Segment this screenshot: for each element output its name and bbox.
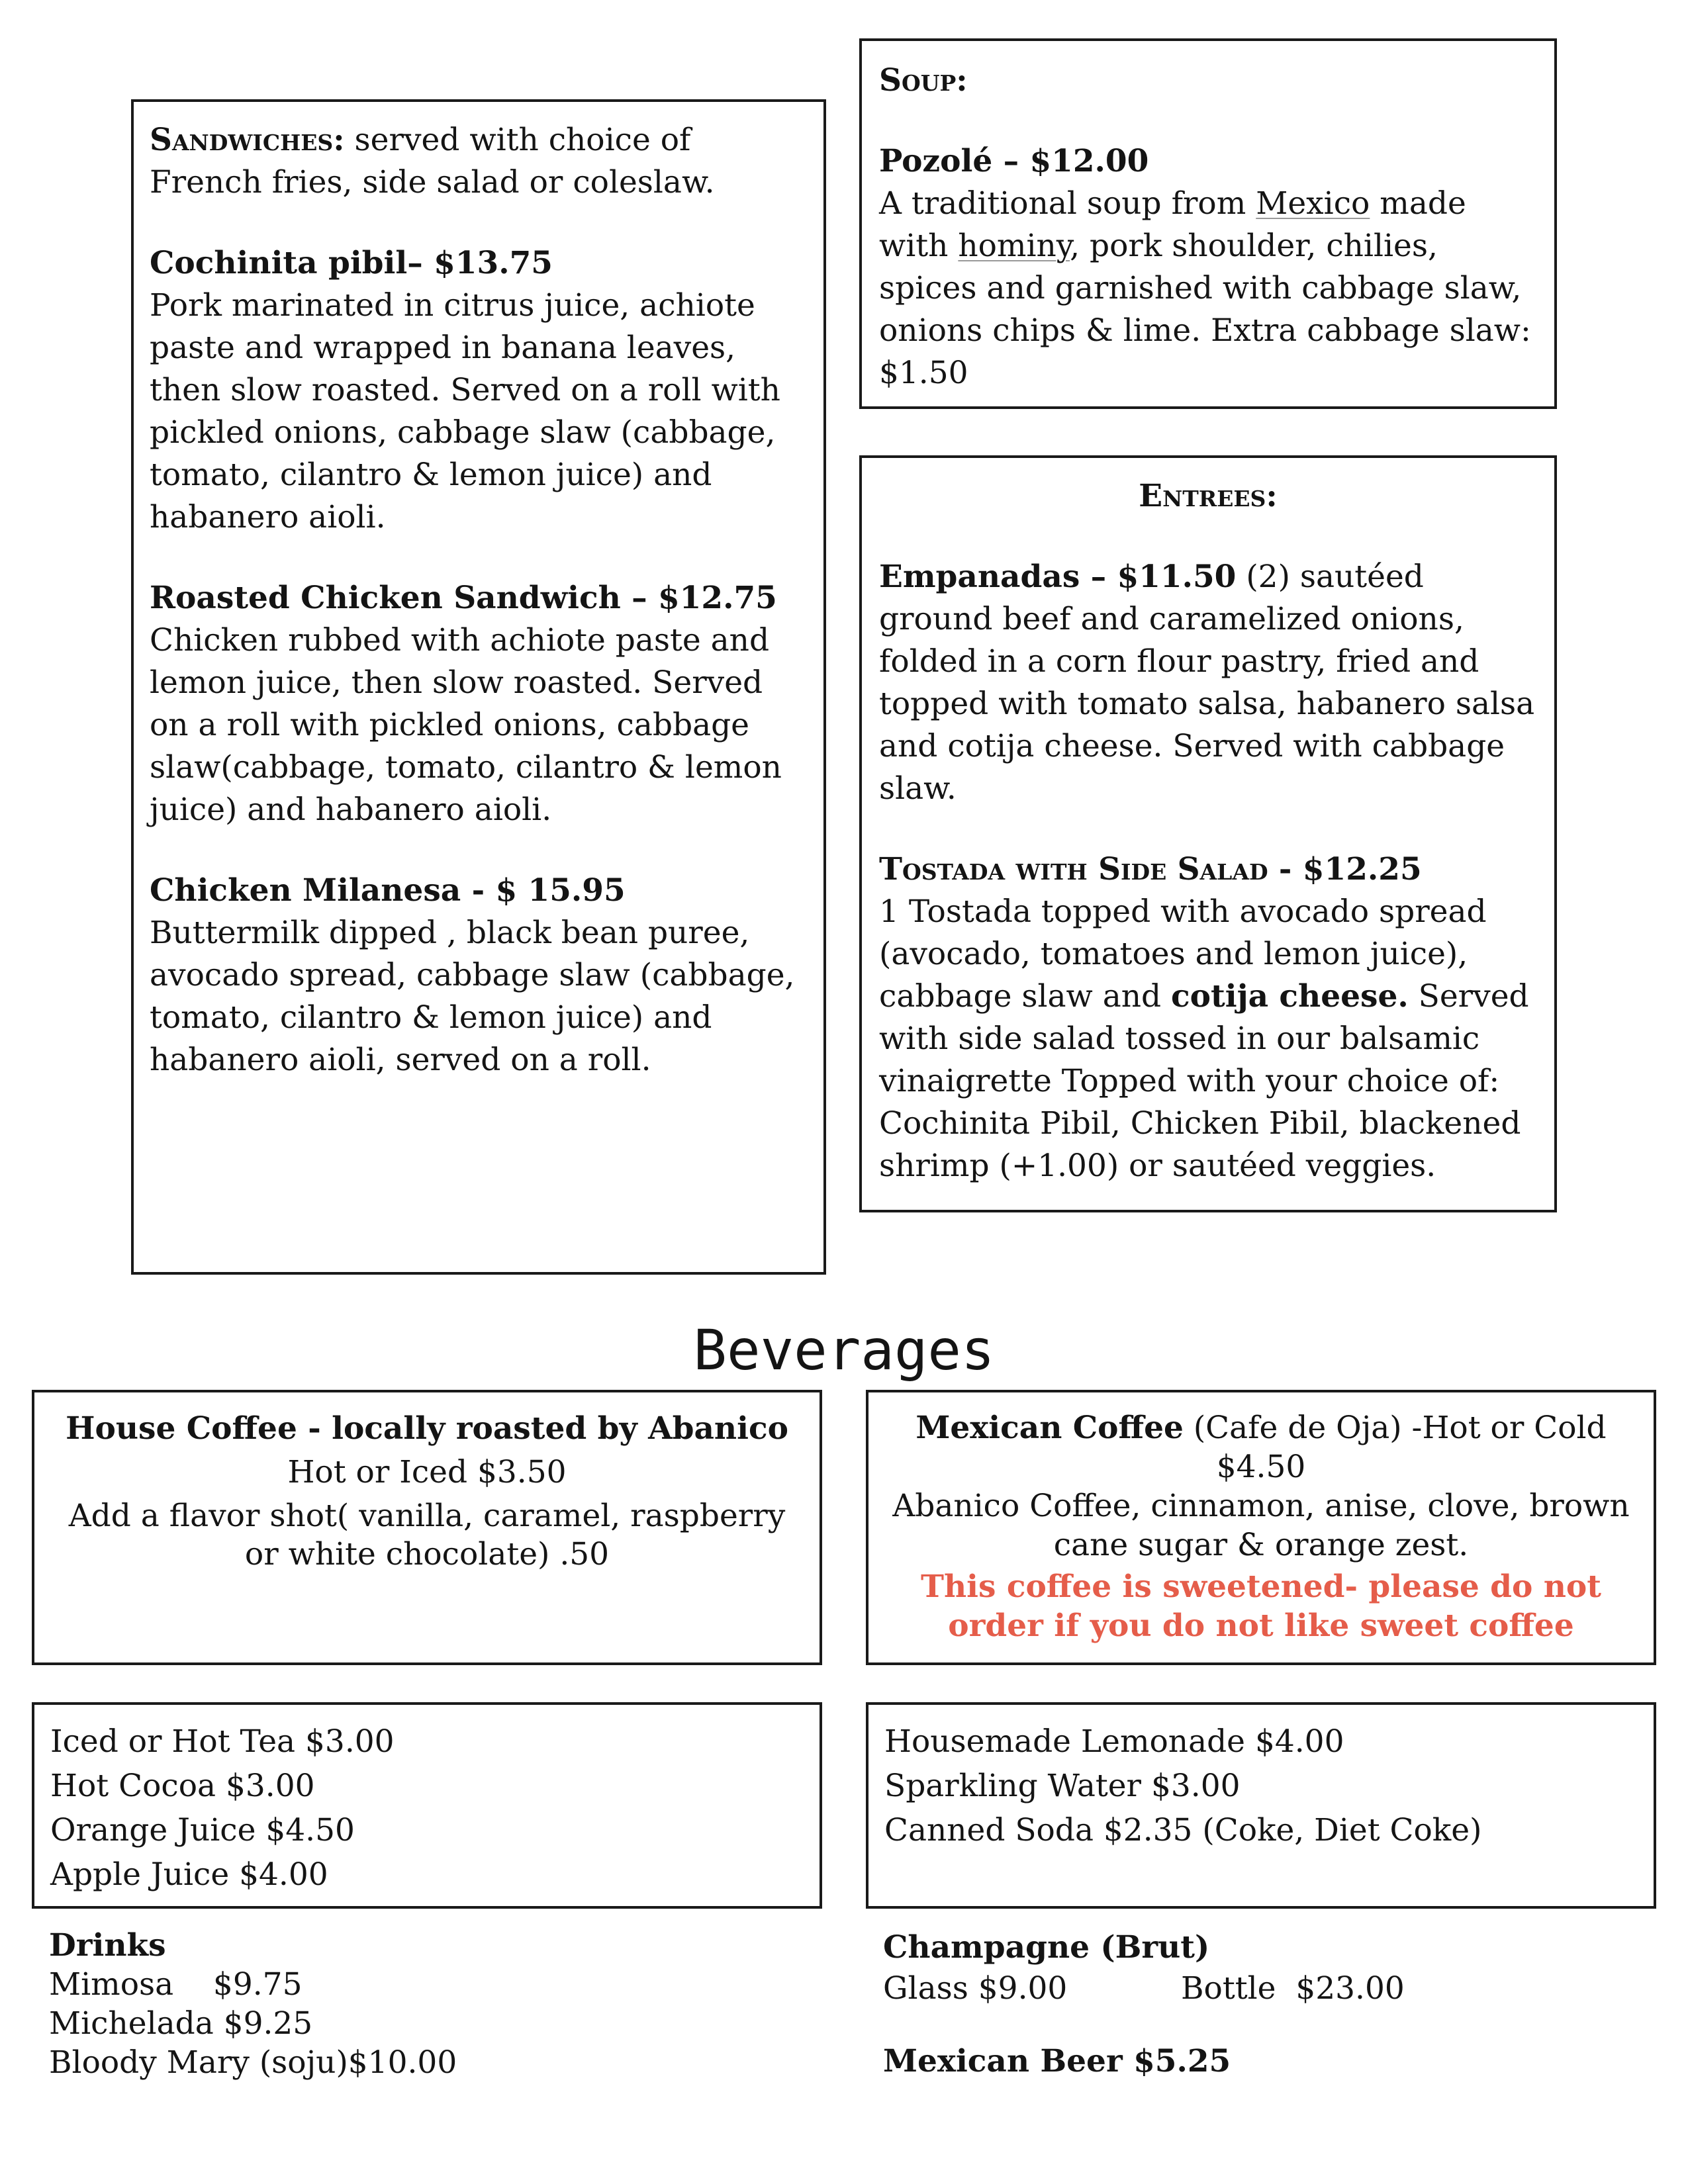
mexican-beer: Mexican Beer $5.25: [883, 2043, 1231, 2079]
item-description: Empanadas – $11.50 (2) sautéed ground beef and caramelized onions, folded in a corn flour pastry, fried and topped with tomato salsa, habanero salsa and cotija cheese. Served with cabbage slaw.: [879, 559, 1535, 807]
item-name: Tostada with Side Salad - $12.25: [879, 851, 1422, 887]
drinks-list-right: [866, 1702, 1656, 1909]
list-item: Sparkling Water $3.00: [884, 1768, 1241, 1804]
champagne-bottle: Bottle $23.00: [1181, 1970, 1405, 2007]
item-description: A traditional soup from Mexico made with hominy, pork shoulder, chilies, spices and garnished with cabbage slaw, onions chips & lime. Extra cabbage slaw: $1.50: [879, 185, 1531, 391]
list-item: Bloody Mary (soju)$10.00: [49, 2044, 457, 2081]
house-coffee-name: House Coffee - locally roasted by Abanico: [66, 1410, 788, 1447]
item-name: Empanadas – $11.50: [879, 559, 1237, 595]
sweetened-warning: This coffee is sweetened- please do not order if you do not like sweet coffee: [921, 1569, 1601, 1644]
list-item: Apple Juice $4.00: [50, 1856, 328, 1893]
champagne-glass: Glass $9.00: [883, 1970, 1068, 2007]
item-description: 1 Tostada topped with avocado spread (avocado, tomatoes and lemon juice), cabbage slaw and cotija cheese. Served with side salad tossed in our balsamic vinaigrette Topped with your choice of: Cochinita Pibil, Chicken Pibil, blackened shrimp (+1.00) or sautéed veggies.: [879, 893, 1529, 1184]
mexican-coffee-title: Mexican Coffee (Cafe de Oja) -Hot or Cold: [915, 1410, 1607, 1446]
item-name: Cochinita pibil– $13.75: [150, 245, 553, 281]
mexican-coffee-name: Mexican Coffee: [915, 1410, 1184, 1446]
beverages-title: Beverages: [693, 1318, 995, 1383]
list-item: Orange Juice $4.50: [50, 1812, 355, 1848]
hominy-link[interactable]: hominy: [958, 228, 1070, 264]
list-item: Mimosa $9.75: [49, 1966, 303, 2003]
house-coffee-flavor: Add a flavor shot( vanilla, caramel, raspberry or white chocolate) .50: [68, 1498, 786, 1572]
list-item: Michelada $9.25: [49, 2005, 313, 2042]
item-name: Pozolé – $12.00: [879, 143, 1149, 179]
entrees-section: [859, 455, 1557, 1212]
soup-section: [859, 38, 1557, 409]
item-description: Pork marinated in citrus juice, achiote paste and wrapped in banana leaves, then slow roasted. Served on a roll with pickled onions, cabbage slaw (cabbage, tomato, cilantro & lemon juice) and habanero aioli.: [150, 287, 780, 535]
item-description: Chicken rubbed with achiote paste and lemon juice, then slow roasted. Served on a roll with pickled onions, cabbage slaw(cabbage, tomato, cilantro & lemon juice) and habanero aioli.: [150, 622, 782, 828]
list-item: Housemade Lemonade $4.00: [884, 1723, 1344, 1760]
list-item: Iced or Hot Tea $3.00: [50, 1723, 395, 1760]
mexico-link[interactable]: Mexico: [1256, 185, 1370, 222]
drinks-heading: Drinks: [49, 1927, 166, 1964]
soup-heading: Soup:: [879, 62, 968, 99]
item-description: Buttermilk dipped , black bean puree, avocado spread, cabbage slaw (cabbage, tomato, cilantro & lemon juice) and habanero aioli, served on a roll.: [150, 915, 795, 1078]
list-item: Hot Cocoa $3.00: [50, 1768, 315, 1804]
champagne-heading: Champagne (Brut): [883, 1929, 1210, 1966]
list-item: Canned Soda $2.35 (Coke, Diet Coke): [884, 1812, 1482, 1848]
champagne-section: [883, 1927, 1644, 2009]
house-coffee-section: [32, 1390, 822, 1665]
mexican-coffee-desc: Abanico Coffee, cinnamon, anise, clove, brown cane sugar & orange zest.: [892, 1488, 1630, 1563]
mexican-coffee-section: [866, 1390, 1656, 1665]
house-coffee-price: Hot or Iced $3.50: [287, 1454, 567, 1490]
entrees-heading: Entrees:: [1139, 478, 1278, 514]
drinks-section: [49, 1926, 777, 2082]
sandwiches-section: [131, 99, 826, 1275]
item-name: Roasted Chicken Sandwich – $12.75: [150, 580, 777, 616]
drinks-list-left: [32, 1702, 822, 1909]
sandwiches-heading: Sandwiches:: [150, 122, 345, 158]
sandwiches-intro: Sandwiches: served with choice of French fries, side salad or coleslaw.: [150, 122, 715, 201]
mexican-coffee-price: $4.50: [1216, 1449, 1306, 1485]
item-name: Chicken Milanesa - $ 15.95: [150, 872, 626, 909]
